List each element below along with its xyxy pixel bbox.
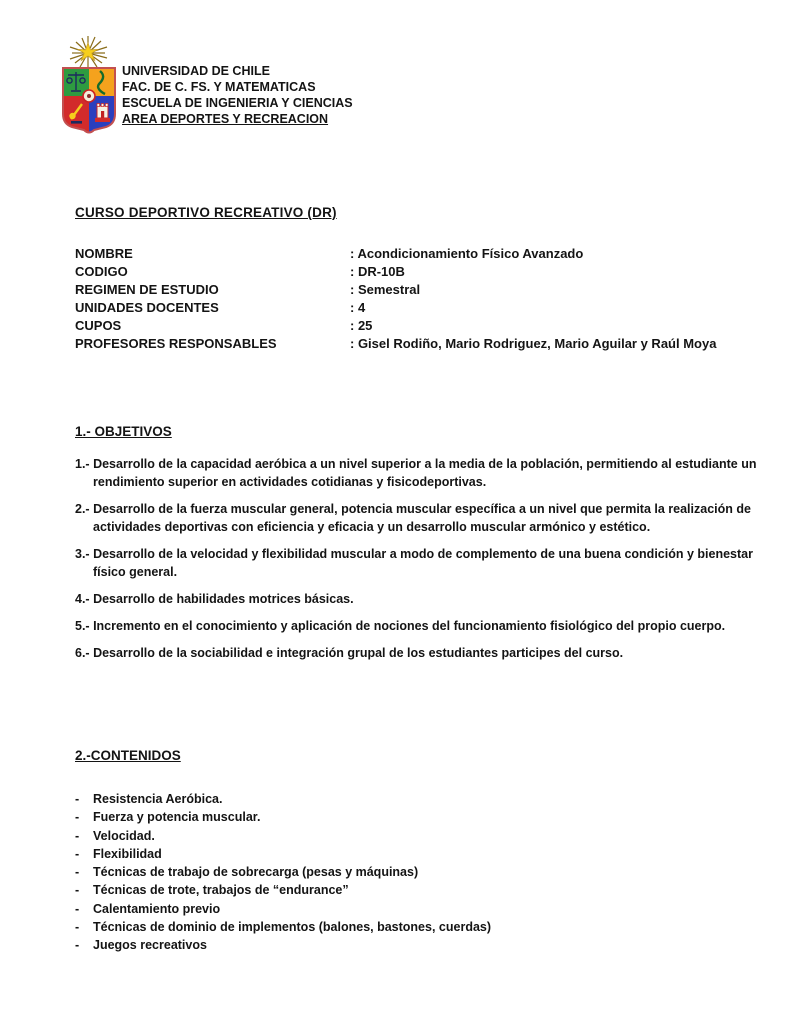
bullet-dash: -: [75, 920, 80, 935]
contenido-text: Calentamiento previo: [93, 901, 221, 916]
info-label: PROFESORES RESPONSABLES: [75, 336, 277, 351]
section-heading-objetivos: 1.- OBJETIVOS: [75, 424, 172, 439]
info-value: : Gisel Rodiño, Mario Rodriguez, Mario Aguilar y Raúl Moya: [350, 336, 717, 351]
letterhead-line-1: UNIVERSIDAD DE CHILE: [122, 64, 270, 78]
objetivo-number: 3.-: [75, 547, 90, 561]
crest-center-dot: [87, 94, 91, 98]
bullet-dash: -: [75, 901, 80, 916]
contenido-item: [75, 900, 757, 918]
contenido-item: [75, 863, 757, 881]
info-value: : 4: [350, 300, 366, 315]
bullet-dash: -: [75, 846, 80, 861]
letterhead-line-3: ESCUELA DE INGENIERIA Y CIENCIAS: [122, 96, 353, 110]
contenido-item: [75, 845, 757, 863]
letterhead: [122, 63, 353, 127]
objetivo-text: Desarrollo de la capacidad aeróbica a un nivel superior a la media de la población, permitiendo al estudiante un rendimiento superior en actividades cotidianas y fisicodeportivas.: [93, 457, 757, 489]
info-row-unidades: [75, 299, 757, 317]
course-info-table: [75, 245, 757, 353]
info-row-cupos: [75, 317, 757, 335]
contenido-text: Técnicas de trabajo de sobrecarga (pesas y máquinas): [93, 865, 419, 880]
info-value: : Acondicionamiento Físico Avanzado: [350, 246, 584, 261]
info-row-profesores: [75, 335, 757, 353]
info-value: : Semestral: [350, 282, 421, 297]
contenido-text: Técnicas de dominio de implementos (balones, bastones, cuerdas): [93, 920, 492, 935]
objetivo-number: 4.-: [75, 592, 90, 606]
objetivo-text: Incremento en el conocimiento y aplicación de nociones del funcionamiento fisiológico del propio cuerpo.: [93, 619, 726, 633]
objetivo-item: [75, 617, 757, 635]
contenido-text: Juegos recreativos: [93, 938, 207, 953]
objetivos-list: [75, 455, 757, 671]
page-title: CURSO DEPORTIVO RECREATIVO (DR): [75, 205, 337, 220]
objetivo-number: 1.-: [75, 457, 90, 471]
contenido-text: Resistencia Aeróbica.: [93, 792, 223, 806]
bullet-dash: -: [75, 792, 80, 806]
letterhead-line-4: AREA DEPORTES Y RECREACION: [122, 112, 329, 126]
bullet-dash: -: [75, 810, 80, 825]
contenido-item: [75, 827, 757, 845]
objetivo-number: 6.-: [75, 646, 90, 660]
contenido-item: [75, 936, 757, 954]
contenido-text: Técnicas de trote, trabajos de “endurance”: [93, 883, 349, 898]
bullet-dash: -: [75, 865, 80, 880]
contenido-item: [75, 881, 757, 899]
info-value: : 25: [350, 318, 373, 333]
contenido-item: [75, 918, 757, 936]
contenido-text: Velocidad.: [93, 828, 155, 843]
objetivo-item: [75, 590, 757, 608]
section-heading-contenidos: 2.-CONTENIDOS: [75, 748, 181, 763]
bullet-dash: -: [75, 938, 80, 953]
info-label: UNIDADES DOCENTES: [75, 300, 219, 315]
contenidos-list: [75, 790, 757, 955]
objetivo-item: [75, 644, 757, 662]
info-label: NOMBRE: [75, 246, 133, 261]
info-row-nombre: [75, 245, 757, 263]
letterhead-line-2: FAC. DE C. FS. Y MATEMATICAS: [122, 80, 316, 94]
objetivo-item: [75, 545, 757, 581]
info-label: CODIGO: [75, 264, 128, 279]
info-row-codigo: [75, 263, 757, 281]
objetivo-text: Desarrollo de la fuerza muscular general, potencia muscular específica a un nivel que permita la realización de actividades deportivas con eficiencia y eficacia y un desarrollo muscular armónico y estético.: [93, 502, 751, 534]
contenido-item: [75, 790, 757, 808]
info-value: : DR-10B: [350, 264, 405, 279]
contenido-text: Flexibilidad: [93, 846, 162, 861]
universidad-de-chile-logo-icon: [58, 34, 120, 136]
objetivo-text: Desarrollo de habilidades motrices básicas.: [93, 592, 354, 606]
objetivo-text: Desarrollo de la velocidad y flexibilidad muscular a modo de complemento de una buena condición y bienestar físico general.: [93, 547, 753, 579]
tower-icon: [95, 104, 110, 123]
objetivo-number: 2.-: [75, 502, 90, 516]
contenido-text: Fuerza y potencia muscular.: [93, 810, 261, 825]
contenido-item: [75, 808, 757, 826]
objetivo-item: [75, 500, 757, 536]
bullet-dash: -: [75, 828, 80, 843]
bullet-dash: -: [75, 883, 80, 898]
info-row-regimen: [75, 281, 757, 299]
objetivo-number: 5.-: [75, 619, 90, 633]
objetivo-text: Desarrollo de la sociabilidad e integración grupal de los estudiantes participes del curso.: [93, 646, 624, 660]
info-label: REGIMEN DE ESTUDIO: [75, 282, 219, 297]
objetivo-item: [75, 455, 757, 491]
info-label: CUPOS: [75, 318, 122, 333]
